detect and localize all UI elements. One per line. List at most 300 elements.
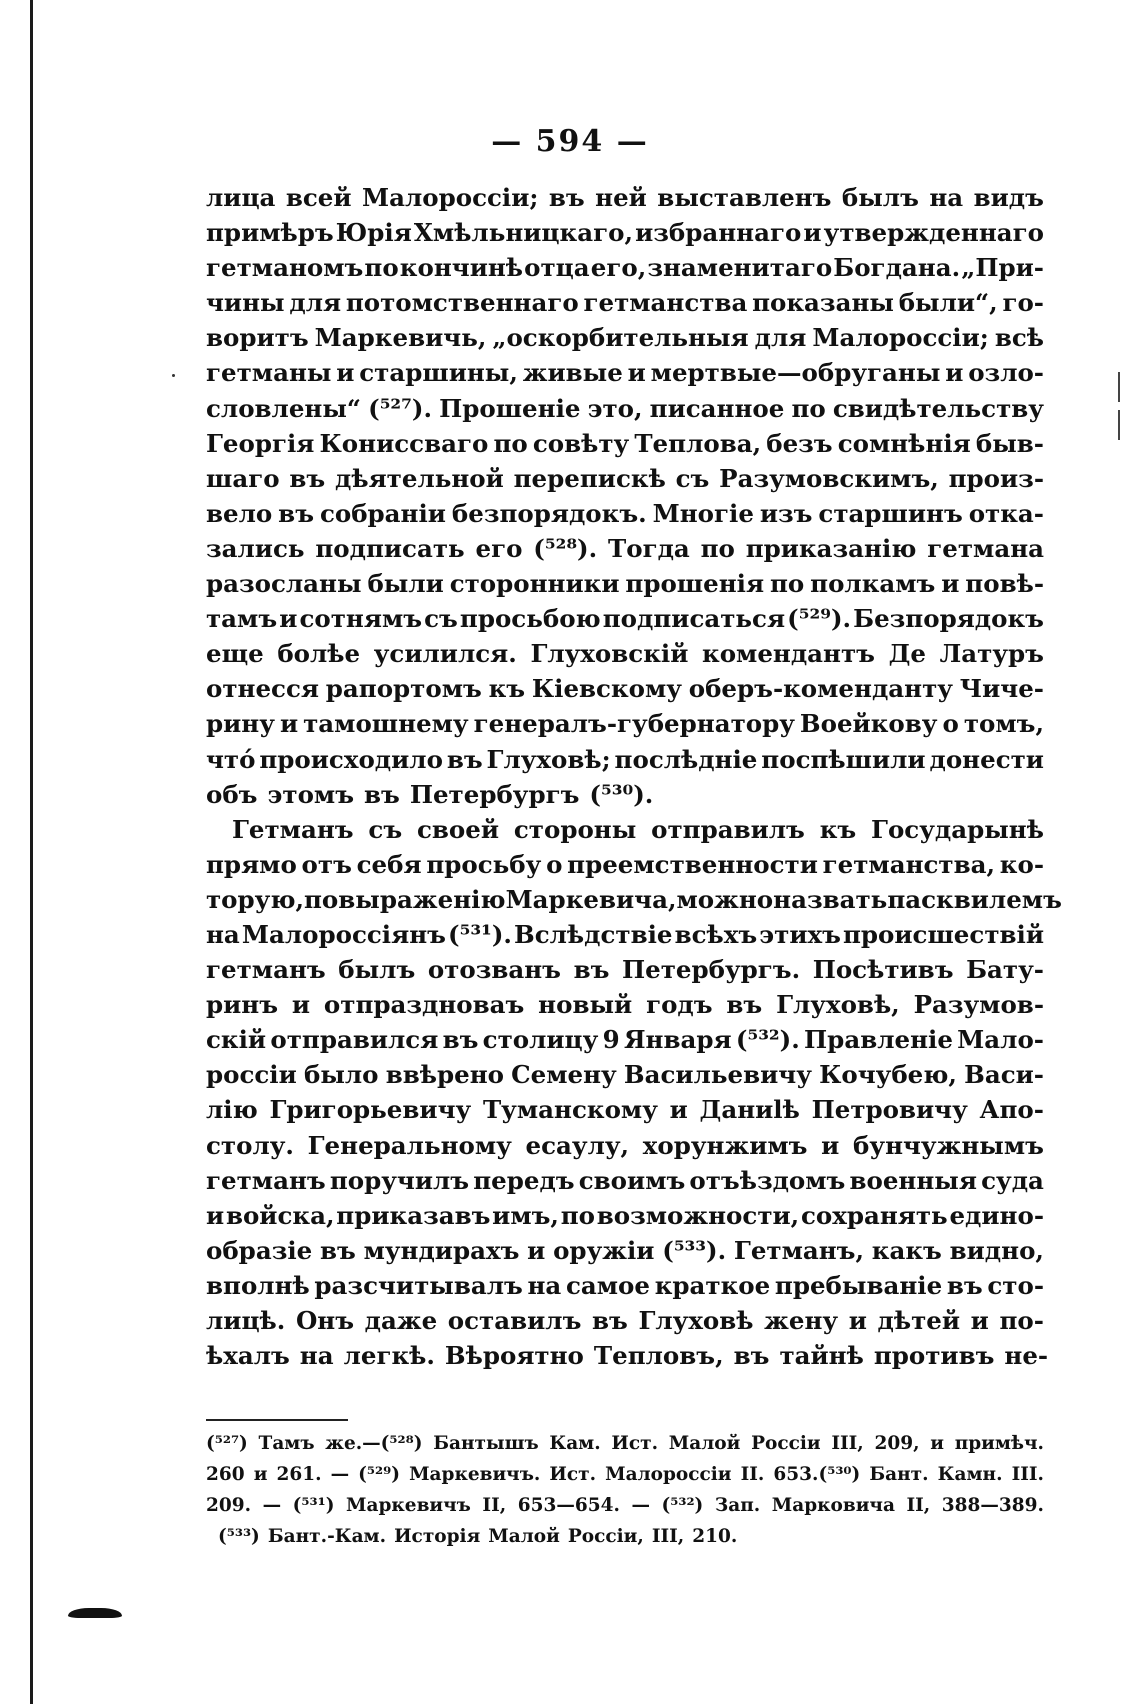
word: донести [929,744,1044,774]
word: Глуховѣ; [486,744,611,774]
word: (⁵²⁸). [533,533,598,563]
footnote-line [206,1521,1044,1552]
word: едино- [949,1200,1044,1230]
word: 260 [206,1464,245,1485]
word: Ист. [611,1433,659,1454]
word: Мало- [957,1025,1044,1055]
footnote-line [206,1490,1044,1521]
word: сотнямъ [299,604,423,634]
word: по [769,569,805,599]
word: 653—654. [517,1495,620,1516]
scan-speck [172,374,175,377]
word: Вслѣдствіе [514,919,673,949]
word: безпорядокъ. [451,498,647,528]
word: II, [482,1495,507,1516]
text-line [206,496,1044,531]
word: отозванъ [427,955,561,985]
text-line [206,742,1044,777]
word: (⁵³⁰). [589,779,654,809]
word: тамъ [206,604,278,634]
page-number: — 594 — [491,124,649,159]
word: пребываніе [774,1270,943,1300]
word: были“, [898,288,998,318]
word: по [791,393,826,423]
text-line [206,847,1044,882]
word: въ [592,1306,628,1335]
word: по [493,428,528,458]
word: его, [590,253,647,283]
word: стороны [513,814,637,844]
word: же.—(⁵²⁸) [325,1433,423,1454]
word: Гетманъ [232,814,354,844]
word: въ [446,744,483,774]
word: и [253,1464,268,1485]
word: былъ [338,955,416,985]
footnote-line [206,1428,1044,1459]
word: Бату- [966,955,1044,985]
word: выставленъ [657,183,832,212]
word: возможности, [596,1200,800,1230]
text-line [206,1268,1044,1303]
word: зались [206,533,305,563]
word: въ [319,1235,356,1265]
word: всѣхъ [674,919,758,949]
word: Маркевичъ. [409,1464,541,1485]
footnotes [206,1428,1044,1552]
word: лицѣ. [206,1306,286,1335]
word: болѣе [277,639,361,669]
word: своей [416,814,500,844]
margin-mark [1118,410,1120,440]
word: въ [946,1270,983,1300]
word: 209. [206,1495,252,1516]
word: Маркевича, [505,884,677,914]
text-line [206,1128,1044,1163]
word: Хмѣльницкаго, [413,218,633,248]
word: Гетманъ, [733,1235,865,1265]
word: вело [206,498,273,528]
text-line [206,917,1044,952]
word: по [700,533,735,563]
word: не- [1004,1341,1049,1371]
word: свидѣтельству [832,393,1044,423]
word: и [336,358,355,388]
word: озло- [968,358,1044,388]
word: генералъ-губернатору [473,709,795,739]
word: просьбу [426,849,542,879]
word: этомъ [267,779,354,809]
word: 210. [692,1526,738,1547]
word: рапортомъ [325,674,482,704]
word: отца [524,253,590,283]
word: лица [206,183,276,212]
word: гетманъ [206,955,326,985]
word: оставилъ [447,1306,582,1335]
word: Бант.-Кам. [267,1526,387,1547]
word: Разумовскимъ, [719,463,939,493]
word: перепискѣ [513,463,666,493]
word: сторонники [449,569,620,599]
word: Кочубею, [819,1060,957,1090]
word: происходило [259,744,443,774]
word: въ [573,955,610,985]
word: III, [831,1433,864,1454]
word: Тогда [608,533,690,563]
word: потомственнаго [345,288,579,318]
word: и [803,218,822,248]
word: видно, [949,1235,1044,1265]
word: Григорьевичу [269,1095,472,1125]
word: приказавъ [336,1200,491,1230]
word: своимъ [578,1165,686,1195]
word: 209, [874,1433,920,1454]
word: Кіевскому [531,674,682,704]
word: суда [981,1165,1044,1195]
word: Правленіе [804,1025,953,1055]
word: прямо [206,849,297,879]
word: „оскорбительныя [492,323,749,353]
text-line [206,1303,1044,1338]
word: Петербургъ. [621,955,801,985]
word: Исторія [394,1526,481,1547]
word: Многіе [652,498,754,528]
word: показаны [752,288,894,318]
word: для [289,288,342,318]
word: Малой [668,1433,741,1454]
word: Россіи [751,1433,821,1454]
word: шаго [206,463,280,493]
word: мертвые—обруганы [650,358,941,388]
word: Генеральному [307,1130,512,1160]
text-line [206,1338,1049,1373]
word: противъ [873,1341,995,1371]
word: гетманства [583,288,748,318]
word: Ист. [549,1464,597,1485]
word: и [279,604,298,634]
word: кончинѣ [399,253,524,283]
word: Семену [511,1060,617,1090]
word: гетмана [927,533,1044,563]
word: было [303,1060,379,1090]
word: жену [764,1306,839,1335]
word: по [364,253,399,283]
word: отнесся [206,674,319,704]
word: примѣч. [954,1433,1044,1454]
word: и [821,1130,840,1160]
word: ко- [999,849,1044,879]
word: столу. [206,1130,294,1160]
word: Богдана. [833,253,961,283]
word: въ [548,183,585,212]
text-line [206,636,1044,671]
word: новый [538,990,633,1020]
word: Васильевичу [623,1060,812,1090]
word: 388—389. [941,1495,1044,1516]
word: по [560,1200,595,1230]
word: россіи [206,1060,297,1090]
word: выраженію [338,884,506,914]
word: дѣятельной [335,463,504,493]
word: тайнѣ [779,1341,864,1371]
word: и [627,358,646,388]
text-line [206,777,1044,812]
word: дѣтей [877,1306,961,1335]
word: отправилъ [651,814,805,844]
word: рину [206,709,275,739]
word: (⁵²⁹) [358,1464,400,1485]
word: въ [733,1341,770,1371]
text-line [206,1233,1044,1268]
text-line [206,320,1044,355]
word: и [945,358,964,388]
word: краткое [654,1270,771,1300]
word: Даниlѣ [699,1095,800,1125]
word: къ [819,814,857,844]
word: III, [651,1526,685,1547]
text-line [206,1198,1044,1233]
word: 261. [276,1464,322,1485]
word: Васи- [964,1060,1044,1090]
word: для [754,323,807,353]
word: это, [587,393,643,423]
word: тамошнему [303,709,469,739]
word: Малой [488,1526,560,1547]
word: Онъ [295,1306,355,1335]
word: съ [675,463,710,493]
word: Разумов- [913,990,1044,1020]
word: Латуръ [939,639,1044,669]
text-line [206,566,1044,601]
word: поспѣшили [761,744,926,774]
word: III. [1011,1464,1044,1485]
word: вполнѣ [206,1270,310,1300]
word: лію [206,1095,258,1125]
word: чины [206,288,285,318]
text-line [206,1092,1044,1127]
word: — [330,1464,350,1485]
word: Апо- [979,1095,1044,1125]
text-line [206,285,1044,320]
word: старшины, [359,358,518,388]
word: поручилъ [329,1165,470,1195]
word: Бант. [869,1464,929,1485]
word: на [527,1270,562,1300]
word: совѣту [532,428,630,458]
word: еще [206,639,264,669]
word: (⁵²⁷) [206,1433,248,1454]
word: подписаться [602,604,786,634]
word: отъ [301,849,352,879]
text-line [206,180,1044,215]
word: объ [206,779,258,809]
word: комендантъ [702,639,875,669]
word: ней [595,183,647,212]
word: приказанію [745,533,917,563]
word: и [669,1095,688,1125]
text-line [206,952,1044,987]
word: Петербургъ [409,779,580,809]
word: и [291,990,311,1020]
word: (⁵³¹) [292,1495,335,1516]
word: (⁵²⁷). [368,393,433,423]
word: гетманы [206,358,332,388]
word: столицу [482,1025,599,1055]
word: отпраздноваъ [323,990,525,1020]
word: Глуховѣ [638,1306,754,1335]
word: гетманства, [822,849,996,879]
word: Зап. [714,1495,761,1516]
word: ѣхалъ [206,1341,290,1371]
word: торую, [206,884,304,914]
word: Чиче- [959,674,1044,704]
word: Петровичу [811,1095,968,1125]
word: къ [488,674,526,704]
word: на [929,183,964,212]
word: по [304,884,339,914]
footnote-rule [206,1419,348,1421]
word: въ [726,990,763,1020]
word: Георгія [206,428,315,458]
word: „При- [961,253,1044,283]
word: Воейкову [799,709,938,739]
word: Января [623,1025,732,1055]
word: Де [888,639,926,669]
word: знаменитаго [647,253,833,283]
word: были [367,569,444,599]
word: оружіи [553,1235,655,1265]
printer-mark [68,1608,122,1618]
word: по- [999,1306,1044,1335]
text-line [206,215,1044,250]
word: о [546,849,563,879]
text-line [206,812,1044,847]
word: произ- [948,463,1044,493]
word: избраннаго [635,218,802,248]
word: писанное [649,393,785,423]
word: изъ [759,498,813,528]
word: есаулу, [525,1130,630,1160]
word: Вѣроятно [444,1341,584,1371]
word: воритъ [206,323,309,353]
word: сто- [987,1270,1044,1300]
margin-mark [1118,372,1120,402]
word: отъѣздомъ [689,1165,846,1195]
word: Тамъ [258,1433,315,1454]
word: о [942,709,959,739]
word: Малороссіи; [812,323,989,353]
text-line [206,355,1044,390]
word: Малороссіи; [362,183,539,212]
word: разосланы [206,569,362,599]
word: годъ [646,990,713,1020]
word: II, [906,1495,931,1516]
word: отправился [270,1025,439,1055]
text-line [206,1163,1044,1198]
word: назвать [773,884,888,914]
word: пасквилемъ [887,884,1062,914]
word: бунчужнымъ [853,1130,1044,1160]
word: что́ [206,744,256,774]
word: старшинъ [818,498,963,528]
word: Кам. [549,1433,601,1454]
word: безъ [766,428,833,458]
word: и [279,709,299,739]
word: разсчитывалъ [314,1270,523,1300]
word: — [262,1495,282,1516]
word: въ [364,779,400,809]
word: войска, [225,1200,335,1230]
footnote-line [206,1459,1044,1490]
text-line [206,882,1062,917]
text-line [206,1022,1044,1057]
text-line [206,671,1044,706]
word: отка- [968,498,1044,528]
word: Глуховскій [530,639,689,669]
text-line [206,601,1044,636]
body-text [206,180,1062,1373]
word: сомнѣнія [837,428,971,458]
word: повѣ- [965,569,1044,599]
word: Прошеніе [439,393,581,423]
word: Маркевичъ [346,1495,471,1516]
word: военныя [849,1165,977,1195]
word: передъ [473,1165,575,1195]
word: мундирахъ [363,1235,520,1265]
word: Бантышъ [433,1433,539,1454]
word: на [299,1341,334,1371]
word: Марковича [771,1495,895,1516]
word: полкамъ [810,569,936,599]
word: (⁵³³) [218,1526,260,1547]
text-line [206,987,1044,1022]
word: съ [424,604,458,634]
word: Камн. [937,1464,1003,1485]
word: на [206,919,240,949]
word: II. [740,1464,765,1485]
word: скій [206,1025,267,1055]
word: и [970,1306,989,1335]
word: Кониссваго [319,428,489,458]
word: оберъ-коменданту [688,674,953,704]
word: въ [289,463,326,493]
word: всѣ [994,323,1044,353]
word: Малороссіи [605,1464,732,1485]
text-line [206,461,1044,496]
word: (⁵³²). [735,1025,800,1055]
word: Теплова, [634,428,762,458]
word: живые [522,358,623,388]
page-edge-rule [30,0,33,1704]
word: образіе [206,1235,313,1265]
word: какъ [871,1235,942,1265]
word: былъ [841,183,919,212]
word: Маркевичь, [314,323,487,353]
text-line [206,426,1044,461]
word: (⁵³¹). [448,919,512,949]
word: хорунжимъ [642,1130,808,1160]
word: словлены“ [206,393,362,423]
word: себя [356,849,422,879]
word: даже [364,1306,438,1335]
text-line [206,250,1044,285]
word: имъ, [492,1200,559,1230]
word: Тепловъ, [593,1341,724,1371]
word: (⁵³²) [661,1495,704,1516]
word: го- [1002,288,1044,318]
word: и [941,569,960,599]
word: и [206,1200,225,1230]
word: гетманомъ [206,253,364,283]
